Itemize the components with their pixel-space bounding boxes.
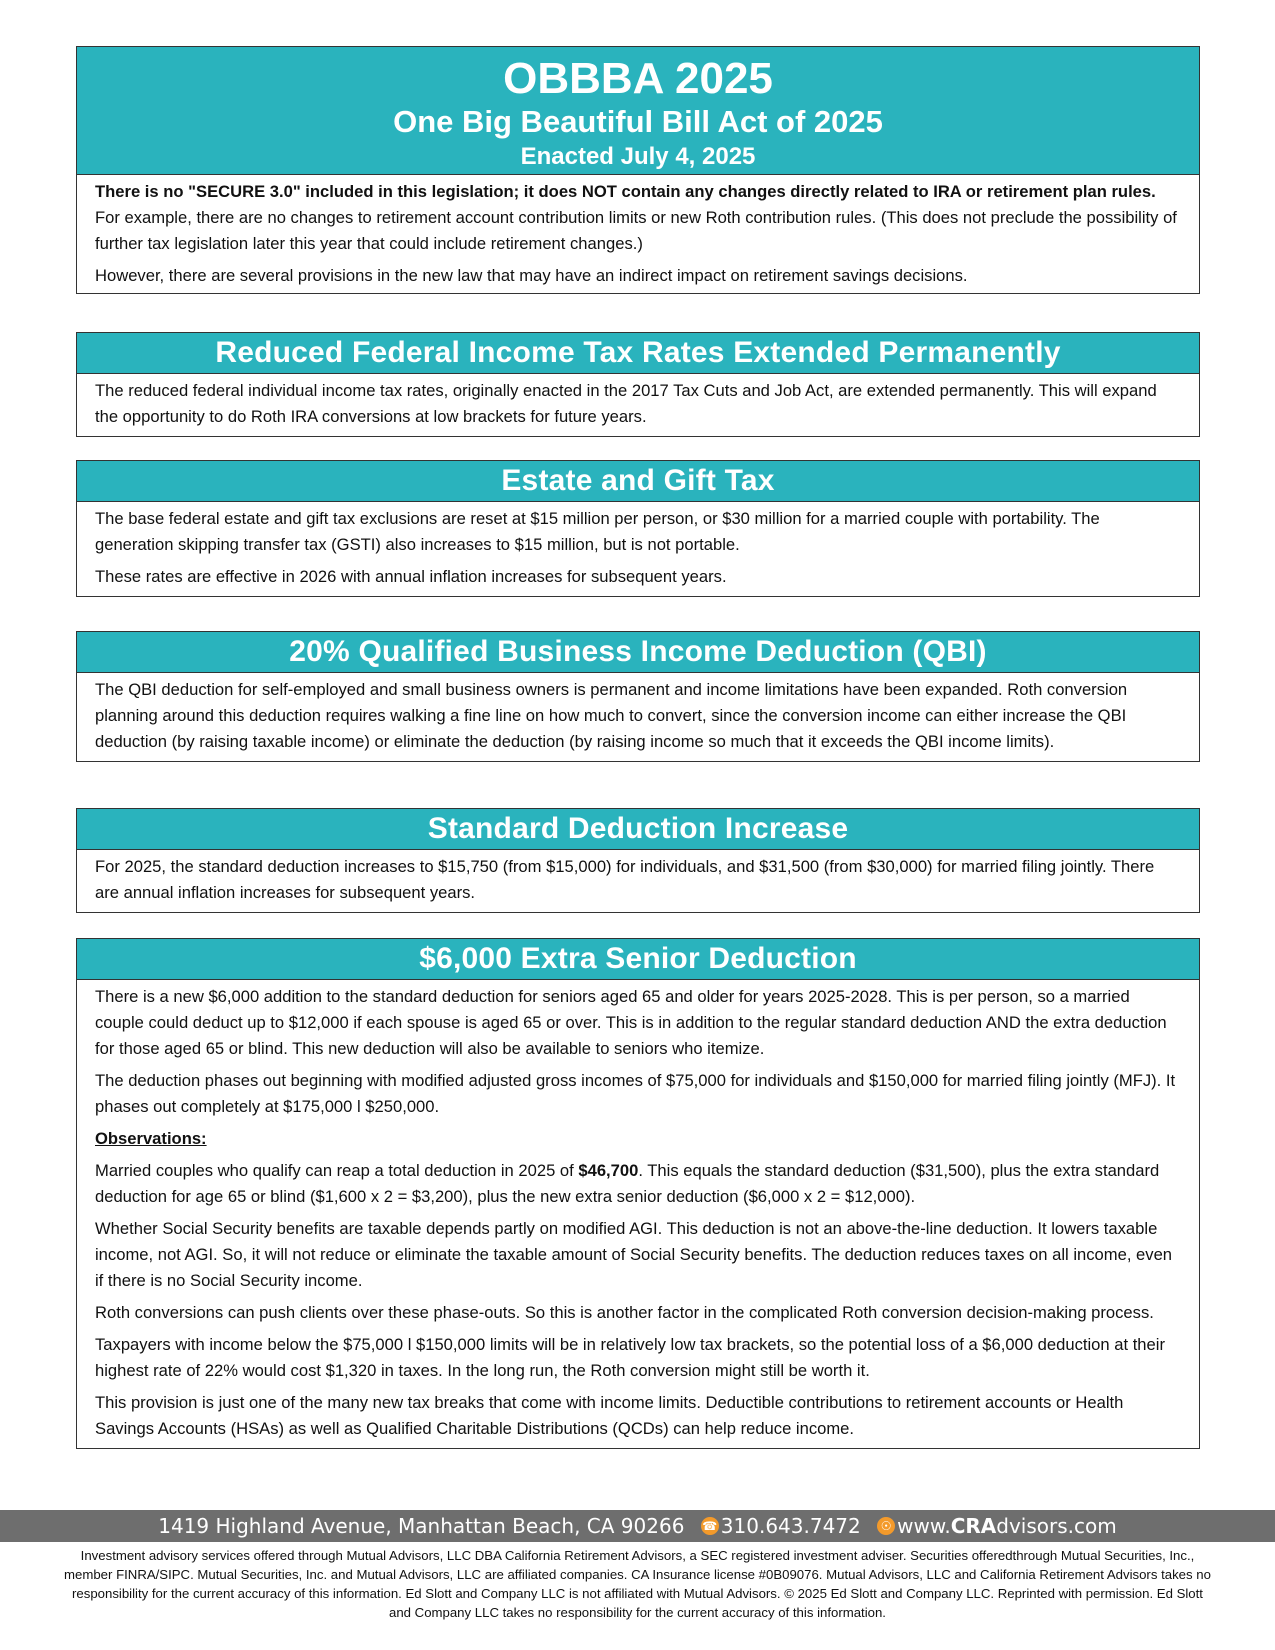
observations-heading: Observations: — [95, 1129, 207, 1148]
section-standard-deduction — [76, 808, 1200, 913]
intro-bold-text: There is no "SECURE 3.0" included in this legislation; it does NOT contain any changes directly related to IRA or retirement plan rules. — [95, 182, 1156, 201]
observation-paragraph — [95, 1158, 1181, 1210]
section-body — [77, 980, 1199, 1448]
section-estate-gift-tax — [76, 460, 1200, 597]
footer-website[interactable] — [897, 1514, 1117, 1538]
site-prefix: www. — [897, 1514, 951, 1538]
section-paragraph: The base federal estate and gift tax exclusions are reset at $15 million per person, or $30 million for a married couple with portability. The generation skipping transfer tax (GSTI) also increases to $15 million, but is not portable. — [95, 509, 1100, 554]
section-paragraph: The QBI deduction for self-employed and small business owners is permanent and income limitations have been expanded. Roth conversion planning around this deduction requires walking a fine line on how much to convert, since the conversion income can either increase the QBI deduction (by raising taxable income) or eliminate the deduction (by raising income so much that it exceeds the QBI income limits). — [95, 680, 1128, 751]
enacted-date: Enacted July 4, 2025 — [520, 143, 756, 170]
footer-disclaimer: Investment advisory services offered through Mutual Advisors, LLC DBA California Retirement Advisors, a SEC registered investment adviser. Securities offeredthrough Mutual Securities, Inc., member FINRA/SIPC. Mutual Securities, Inc. and Mutual Advisors, LLC are affiliated companies. CA Insurance license #0B09076. Mutual Advisors, LLC and California Retirement Advisors takes no responsibility for the current accuracy of this information. Ed Slott and Company LLC is not affiliated with Mutual Advisors. © 2025 Ed Slott and Company LLC. Reprinted with permission. Ed Slott and Company LLC takes no responsibility for the current accuracy of this information. — [64, 1548, 1211, 1620]
section-body — [77, 673, 1199, 761]
observation-text: . This equals the standard deduction ($31,500), plus the extra standard deduction for age 65 or blind ($1,600 x 2 = $3,200), plus the new extra senior deduction ($6,000 x 2 = $12,000). — [95, 1161, 1160, 1206]
document-subtitle: One Big Beautiful Bill Act of 2025 — [393, 104, 883, 139]
section-qbi — [76, 631, 1200, 762]
intro-box — [76, 46, 1200, 294]
section-paragraph: The deduction phases out beginning with modified adjusted gross incomes of $75,000 for individuals and $150,000 for married filing jointly (MFJ). It phases out completely at $175,000 l $250,000. — [95, 1071, 1176, 1116]
section-senior-deduction — [76, 938, 1200, 1449]
intro-text: For example, there are no changes to retirement account contribution limits or new Roth contribution rules. (This does not preclude the possibility of further tax legislation later this year that could include retirement changes.) — [95, 208, 1177, 253]
section-title: Reduced Federal Income Tax Rates Extended Permanently — [77, 333, 1199, 374]
document-title: OBBBA 2025 — [503, 54, 773, 103]
intro-paragraph-2: However, there are several provisions in the new law that may have an indirect impact on retirement savings decisions. — [95, 266, 968, 285]
observation-paragraph: Whether Social Security benefits are taxable depends partly on modified AGI. This deduction is not an above-the-line deduction. It lowers taxable income, not AGI. So, it will not reduce or eliminate the taxable amount of Social Security benefits. The deduction reduces taxes on all income, even if there is no Social Security income. — [95, 1219, 1173, 1290]
section-paragraph: For 2025, the standard deduction increases to $15,750 (from $15,000) for individuals, and $31,500 (from $30,000) for married filing jointly. There are annual inflation increases for subsequent years. — [95, 857, 1155, 902]
phone-icon: ☎ — [702, 1519, 718, 1533]
intro-body — [77, 175, 1199, 293]
document-header — [77, 47, 1199, 175]
observation-paragraph: This provision is just one of the many new tax breaks that come with income limits. Deductible contributions to retirement accounts or Health Savings Accounts (HSAs) as well as Qualified Charitable Distributions (QCDs) can help reduce income. — [95, 1393, 1124, 1438]
section-title: Estate and Gift Tax — [77, 461, 1199, 502]
observation-paragraph: Roth conversions can push clients over these phase-outs. So this is another factor in the complicated Roth conversion decision-making process. — [95, 1303, 1154, 1322]
footer-phone[interactable]: 310.643.7472 — [720, 1514, 861, 1538]
section-title: 20% Qualified Business Income Deduction (QBI) — [77, 632, 1199, 673]
section-paragraph: There is a new $6,000 addition to the standard deduction for seniors aged 65 and older for years 2025-2028. This is per person, so a married couple could deduct up to $12,000 if each spouse is aged 65 or over. This is in addition to the regular standard deduction AND the extra deduction for those aged 65 or blind. This new deduction will also be available to seniors who itemize. — [95, 987, 1167, 1058]
section-title: Standard Deduction Increase — [77, 809, 1199, 850]
total-deduction-amount: $46,700 — [578, 1161, 639, 1180]
section-title: $6,000 Extra Senior Deduction — [77, 939, 1199, 980]
section-tax-rates — [76, 332, 1200, 437]
globe-icon: ☉ — [877, 1517, 895, 1535]
site-suffix: dvisors.com — [996, 1514, 1117, 1538]
section-paragraph: These rates are effective in 2026 with annual inflation increases for subsequent years. — [95, 567, 727, 586]
section-body — [77, 502, 1199, 596]
observation-paragraph: Taxpayers with income below the $75,000 l $150,000 limits will be in relatively low tax brackets, so the potential loss of a $6,000 deduction at their highest rate of 22% would cost $1,320 in taxes. In the long run, the Roth conversion might still be worth it. — [95, 1335, 1165, 1380]
footer-contact-bar — [0, 1510, 1275, 1542]
site-bold: CRA — [950, 1514, 997, 1538]
footer-address: 1419 Highland Avenue, Manhattan Beach, CA 90266 — [158, 1514, 685, 1538]
section-body — [77, 374, 1199, 436]
observation-text: Married couples who qualify can reap a total deduction in 2025 of — [95, 1161, 579, 1180]
section-body — [77, 850, 1199, 912]
section-paragraph: The reduced federal individual income tax rates, originally enacted in the 2017 Tax Cuts and Job Act, are extended permanently. This will expand the opportunity to do Roth IRA conversions at low brackets for future years. — [95, 381, 1157, 426]
